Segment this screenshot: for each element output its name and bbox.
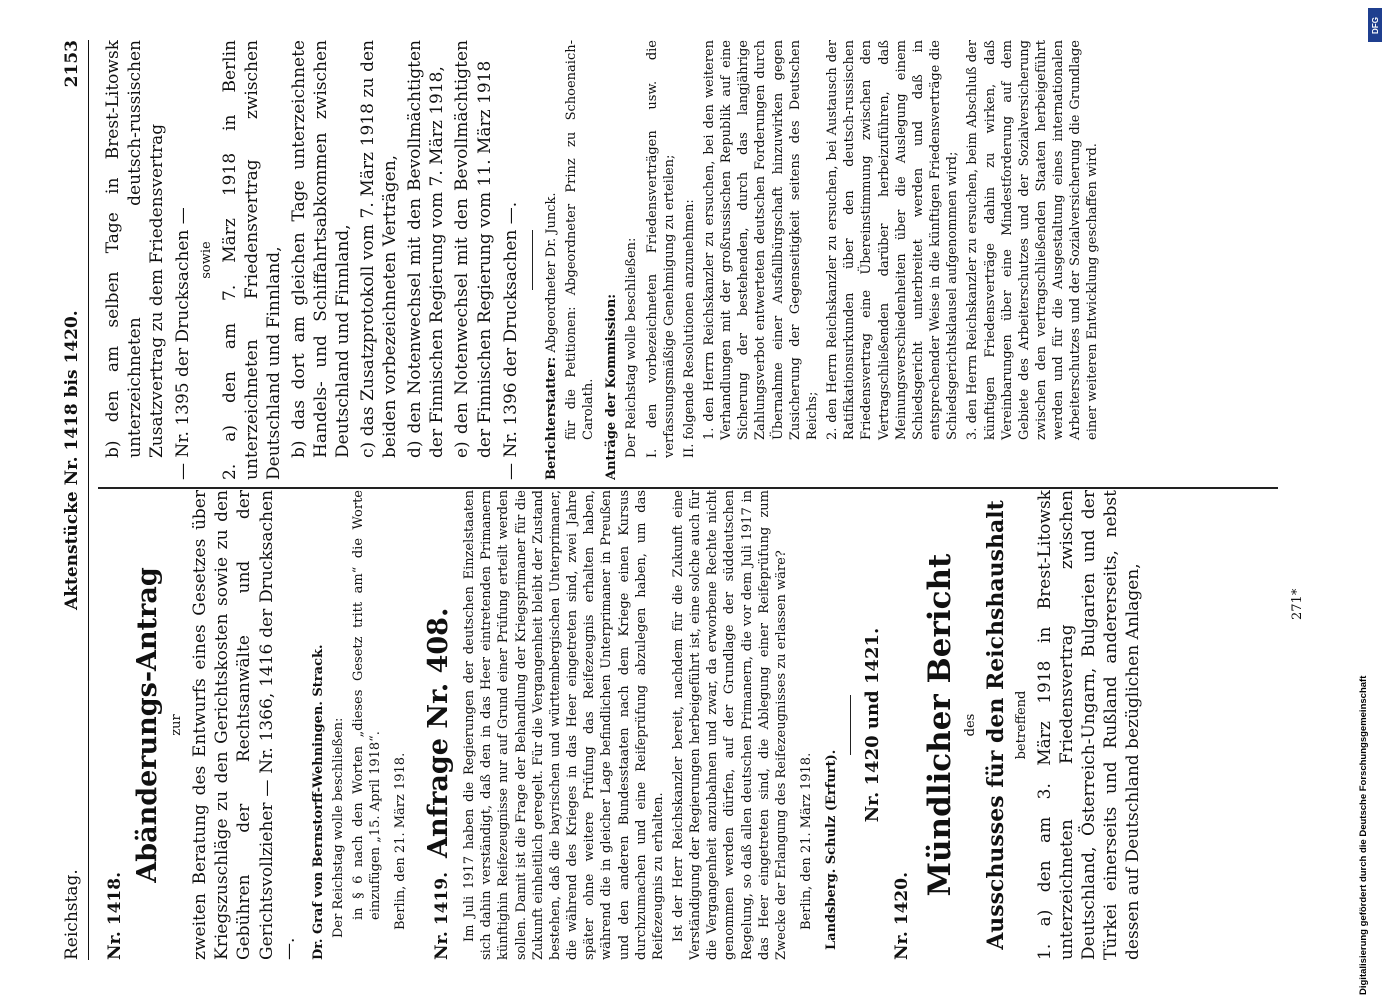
doc-1420-motions-intro: Der Reichstag wolle beschließen: bbox=[624, 237, 640, 458]
doc-1419-heading bbox=[421, 490, 457, 960]
doc-1420-number: Nr. 1420. bbox=[892, 871, 913, 960]
doc-1420-resolution-3: 3. den Herrn Reichskanzler zu ersuchen, beim Abschluß der künftigen Friedensverträge dahin zu wirken, daß Vereinbarungen über eine Mindestforderung auf dem Gebiete des Arbeiterschutzes und der Sozialversicherung zwischen den vertragschließenden Staaten herbeigeführt werden und für die Ausgestaltung eines internationalen Arbeiterschutzes und der Sozialversicherung die Grundlage einer weiteren Entwicklung geschaffen wird. bbox=[965, 40, 1101, 440]
doc-1418-zur: zur bbox=[169, 714, 185, 736]
reporter-name: Abgeordneter Dr. Junck. bbox=[543, 192, 559, 353]
doc-1420-motions-head: Anträge der Kommission: bbox=[604, 293, 620, 480]
doc-1418-body: zweiten Beratung des Entwurfs eines Gesetzes über Kriegszuschläge zu den Gerichtskosten sowie zu den Gebühren der Rechtsanwälte und der Gerichtsvollzieher — Nr. 1366, 1416 der Drucksachen —. bbox=[190, 490, 299, 960]
doc-1419-body-2: Ist der Herr Reichskanzler bereit, nachdem für die Zukunft eine Verständigung der Regierungen herbeigeführt ist, eine solche auch für die Vergangenheit anzubahnen und zwar, da erworbene Rechte nicht genommen werden dürfen, auf der Grundlage der süddeutschen Regelung, so daß allen deutschen Primanern, die vor dem Juli 1917 in das Heer eingetreten sind, die Ablegung einer Reifeprüfung zum Zwecke der Erlangung des Reifezeugnisses zu erlassen wäre? bbox=[670, 490, 789, 960]
doc-1420-reporter bbox=[543, 40, 560, 480]
doc-1420-item-1a: 1. a) den am 3. März 1918 in Brest-Litowsk unterzeichneten Friedensvertrag zwischen Deutschland, Österreich-Ungarn, Bulgarien und der Türkei einerseits und Rußland andererseits, nebst dessen auf Deutschland bezüglichen Anlagen, bbox=[1034, 490, 1144, 960]
doc-1420-1421-heading: Nr. 1420 und 1421. bbox=[862, 627, 884, 823]
digitization-watermark: Digitalisierung gefördert durch die Deutsche Forschungsgemeinschaft bbox=[1358, 675, 1369, 995]
doc-1420-title: Mündlicher Bericht bbox=[921, 553, 958, 897]
doc-1419-number: Nr. 1419. bbox=[432, 871, 453, 960]
doc-1419-signature: Landsberg. Schulz (Erfurt). bbox=[824, 749, 840, 950]
doc-1420-resolution-2: 2. den Herrn Reichskanzler zu ersuchen, bei Austausch der Ratifikationsurkunden über den deutsch-russischen Friedensvertrag eine Übereinstimmung zwischen den Vertragschließenden darüber herbeizuführen, daß Meinungsverschiedenheiten über die Auslegung einem Schiedsgericht unterbreitet werden und daß in entsprechender Weise in die künftigen Friedensverträge die Schiedsgerichtsklausel aufgenommen wird; bbox=[825, 40, 961, 440]
doc-1420-item-2a: 2. a) den am 7. März 1918 in Berlin unterzeichneten Friedensvertrag zwischen Deutschland und Finnland, bbox=[219, 40, 284, 480]
doc-1420-item-1-ref: — Nr. 1395 der Drucksachen — bbox=[173, 207, 194, 480]
doc-1418-date: Berlin, den 21. März 1918. bbox=[393, 752, 409, 930]
dfg-logo-text: DFG bbox=[1370, 16, 1380, 34]
doc-1418-title: Abänderungs-Antrag bbox=[132, 567, 164, 883]
doc-1419-body-1: Im Juli 1917 haben die Regierungen der deutschen Einzelstaaten sich dahin verständigt, daß den in das Heer eintretenden Primanern künftighin Reifezeugnisse nur auf Grund einer Prüfung erteilt werden sollen. Damit ist die Frage der Behandlung der Kriegsprimaner für die Zukunft einheitlich geregelt. Für die Vergangenheit bleibt der Zustand bestehen, daß die bayrischen und württembergischen Unterprimaner, die während des Krieges in das Heer eingetreten sind, zwei Jahre später ohne weitere Prüfung das Reifezeugnis erhalten haben, während die in gleicher Lage befindlichen Unterprimaner in Preußen und den anderen Bundesstaaten nach dem Kriege einen Kursus durchzumachen und eine Reifeprüfung abzulegen haben, um das Reifezeugnis zu erhalten. bbox=[462, 490, 666, 960]
doc-1420-item-2b: b) das dort am gleichen Tage unterzeichnete Handels- und Schiffahrtsabkommen zwischen Deutschland und Finnland, bbox=[288, 40, 353, 458]
separator-rule-2 bbox=[532, 230, 533, 290]
doc-1420-petitions: für die Petitionen: Abgeordneter Prinz zu Schoenaich-Carolath. bbox=[563, 40, 597, 440]
reporter-label: Berichterstatter: bbox=[543, 356, 559, 480]
doc-1420-item-2e: e) den Notenwechsel mit den Bevollmächtigten der Finnischen Regierung vom 11. März 1918 bbox=[452, 40, 495, 458]
page-number: 2153 bbox=[62, 40, 82, 88]
header-left: Reichstag. bbox=[62, 869, 82, 960]
doc-1420-resolution-1: 1. den Herrn Reichskanzler zu ersuchen, bei den weiteren Verhandlungen mit der großrussischen Republik auf eine Sicherung der bestehenden, durch das langjährige Zahlungsverbot entwerteten deutschen Forderungen durch Übernahme einer Ausfallbürgschaft hinzuwirken gegen Zusicherung der Gegenseitigkeit seitens des Deutschen Reichs; bbox=[702, 40, 820, 440]
doc-1418-number: Nr. 1418. bbox=[105, 871, 125, 960]
doc-1420-item-2c: c) das Zusatzprotokoll vom 7. März 1918 zu den beiden vorbezeichneten Verträgen, bbox=[358, 40, 401, 458]
doc-1418-proposer: Dr. Graf von Bernstorff-Wehningen. Strack. bbox=[310, 644, 326, 960]
doc-1420-item-1b: b) den am selben Tage in Brest-Litowsk unterzeichneten deutsch-russischen Zusatzvertrag zu dem Friedensvertrag bbox=[103, 40, 168, 458]
sheet-mark: 271* bbox=[1290, 588, 1305, 620]
right-column bbox=[98, 40, 1278, 480]
header-center: Aktenstücke Nr. 1418 bis 1420. bbox=[62, 310, 82, 610]
doc-1420-betreffend: betreffend bbox=[1013, 690, 1029, 760]
separator-rule bbox=[850, 695, 851, 755]
doc-1419-date: Berlin, den 21. März 1918. bbox=[799, 752, 815, 930]
doc-1420-item-2-ref: — Nr. 1396 der Drucksachen —. bbox=[500, 201, 521, 480]
doc-1420-motion-II: II. folgende Resolutionen anzunehmen: bbox=[681, 199, 697, 458]
doc-1418-motion-intro: Der Reichstag wolle beschließen: bbox=[330, 717, 346, 938]
doc-1420-item-2d: d) den Notenwechsel mit den Bevollmächtigten der Finnischen Regierung vom 7. März 1918, bbox=[405, 40, 448, 458]
doc-1418-motion-text: in § 6 nach den Worten „dieses Gesetz tritt am“ die Worte einzufügen „15. April 1918“. bbox=[351, 490, 384, 920]
page-header bbox=[62, 40, 89, 960]
doc-1420-des: des bbox=[963, 713, 979, 737]
column-divider bbox=[98, 488, 1278, 490]
left-column bbox=[98, 490, 1278, 960]
doc-1420-motion-I: I. den vorbezeichneten Friedensverträgen usw. die verfassungsmäßige Genehmigung zu erteilen; bbox=[644, 40, 677, 458]
doc-1419-title: Anfrage Nr. 408. bbox=[423, 607, 455, 858]
doc-1420-committee: Ausschusses für den Reichshaushalt bbox=[982, 500, 1009, 950]
doc-1420-sowie: sowie bbox=[199, 241, 215, 279]
dfg-logo bbox=[1368, 8, 1382, 42]
